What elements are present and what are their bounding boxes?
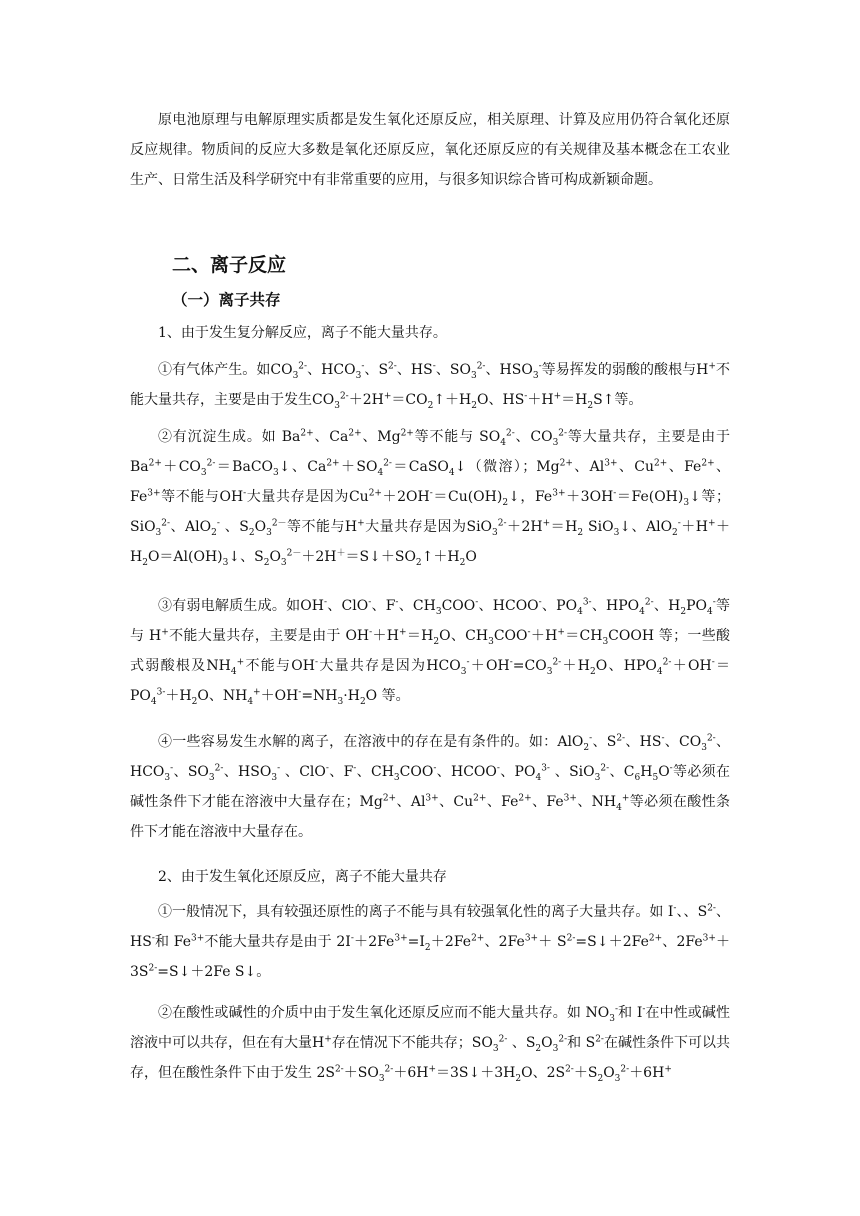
item-gas-production: ①有气体产生。如$CO_3^{2-}$、$HCO_3^-$、$S^{2-}$、HS-、$SO_3^{2-}$、$HSO_3^-$等易挥发的弱酸的酸根与H+不能大量共存，主要是由于发生$CO_3^{2-}+2H^+=CO_2↑+H_2O$、$HS^-+H^+=H_2S↑$等。 bbox=[130, 361, 730, 411]
item-redox-reaction-1: ①一般情况下，具有较强还原性的离子不能与具有较强氧化性的离子大量共存。如 I-、、$S^{2-}$、HS-和 $Fe^{3+}$不能大量共存是由于 $2I^-+2Fe^{3+}=I_2+2Fe^{2+}$、$2Fe^{3+}+$ $S^{2-}=S↓+2Fe^{2+}$、$2Fe^{3+}+3S^{2-}=S↓+2Fe$ S↓。 bbox=[130, 903, 731, 980]
item-precipitate-formation: ②有沉淀生成。如 $Ba^{2+}$、$Ca^{2+}$、$Mg^{2+}$等不能与 $SO_4^{2-}$、$CO_3^{2-}$等大量共存，主要是由于$Ba^{2+}+CO_3^{2-}=BaCO_3↓$、$Ca^{2+}+SO_4^{2-}=CaSO_4↓$（微溶）；$Mg^{2+}$、$Al^{3+}$、$Cu^{2+}$、$Fe^{2+}$、$Fe^{3+}$等不能与OH-大量共存是因为$Cu^{2+}+2OH^-=Cu(OH)_2↓$，$Fe^{3+}+3OH^-=Fe(OH)_3↓$等；SiO$_3^{2-}$、AlO$_2$- 、$S_2O_3^{2-}$等不能与H+大量共存是因为$SiO_3^{2-}+2H^+=H_2$ SiO$_3$↓、$AlO_2^-+H^++H_2O=Al(OH)_3↓$、$S_2O_3^{2-}+2H^+=S↓+SO_2↑+H_2O$ bbox=[130, 428, 731, 568]
point-2-heading: 2、由于发生氧化还原反应，离子不能大量共存 bbox=[158, 869, 447, 885]
section-heading: 二、离子反应 bbox=[172, 254, 287, 276]
intro-paragraph: 原电池原理与电解原理实质都是发生氧化还原反应，相关原理、计算及应用仍符合氧化还原反应规律。物质间的反应大多数是氧化还原反应，氧化还原反应的有关规律及基本概念在工农业生产、日常生活及科学研究中有非常重要的应用，与很多知识综合皆可构成新颖命题。 bbox=[130, 112, 730, 188]
point-1-heading: 1、由于发生复分解反应，离子不能大量共存。 bbox=[158, 325, 447, 341]
item-hydrolysis-ions: ④一些容易发生水解的离子，在溶液中的存在是有条件的。如：AlO$_2$-、$S^{2-}$、HS-、$CO_3^{2-}$、$HCO_3^-$、$SO_3^{2-}$、$HSO_3^-$ 、ClO-、F-、$CH_3COO^-$、HCOO-、$PO_4^{3-}$ 、SiO$_3^{2-}$、$C_6H_5O^-$等必须在碱性条件下才能在溶液中大量存在；$Mg^{2+}$、$Al^{3+}$、$Cu^{2+}$、$Fe^{2+}$、$Fe^{3+}$、$NH_4^+$等必须在酸性条件下才能在溶液中大量存在。 bbox=[130, 733, 731, 840]
item-weak-electrolyte-formation: ③有弱电解质生成。如OH-、ClO-、F-、$CH_3COO^-$、HCOO-、$PO_4^{3-}$、$HPO_4^{2-}$、$H_2PO_4^-$等与 H+不能大量共存，主要是由于 $OH^-+H^+=H_2O$、$CH_3COO^-+H^+=CH_3COOH$ 等；一些酸式弱酸根及$NH_4^+$不能与OH-大量共存是因为$HCO_3^-+OH^-=CO_3^{2-}+H_2O$、$HPO_4^{2-}+OH^-=PO_4^{3-}+H_2O$、$NH_4^++OH^-=NH_3\cdot H_2O$ 等。 bbox=[130, 597, 731, 707]
subsection-heading: （一）离子共存 bbox=[172, 291, 281, 309]
item-redox-reaction-2: ②在酸性或碱性的介质中由于发生氧化还原反应而不能大量共存。如 $NO_3^-$和 I-在中性或碱性溶液中可以共存，但在有大量H+存在情况下不能共存；$SO_3^{2-}$ 、$S_2O_3^{2-}$和 $S^{2-}$在碱性条件下可以共存，但在酸性条件下由于发生 $2S^{2-}+SO_3^{2-}+6H^+=3S↓+3H_2O$、$2S^{2-}+S_2O_3^{2-}+6H^+$ bbox=[130, 1004, 730, 1084]
